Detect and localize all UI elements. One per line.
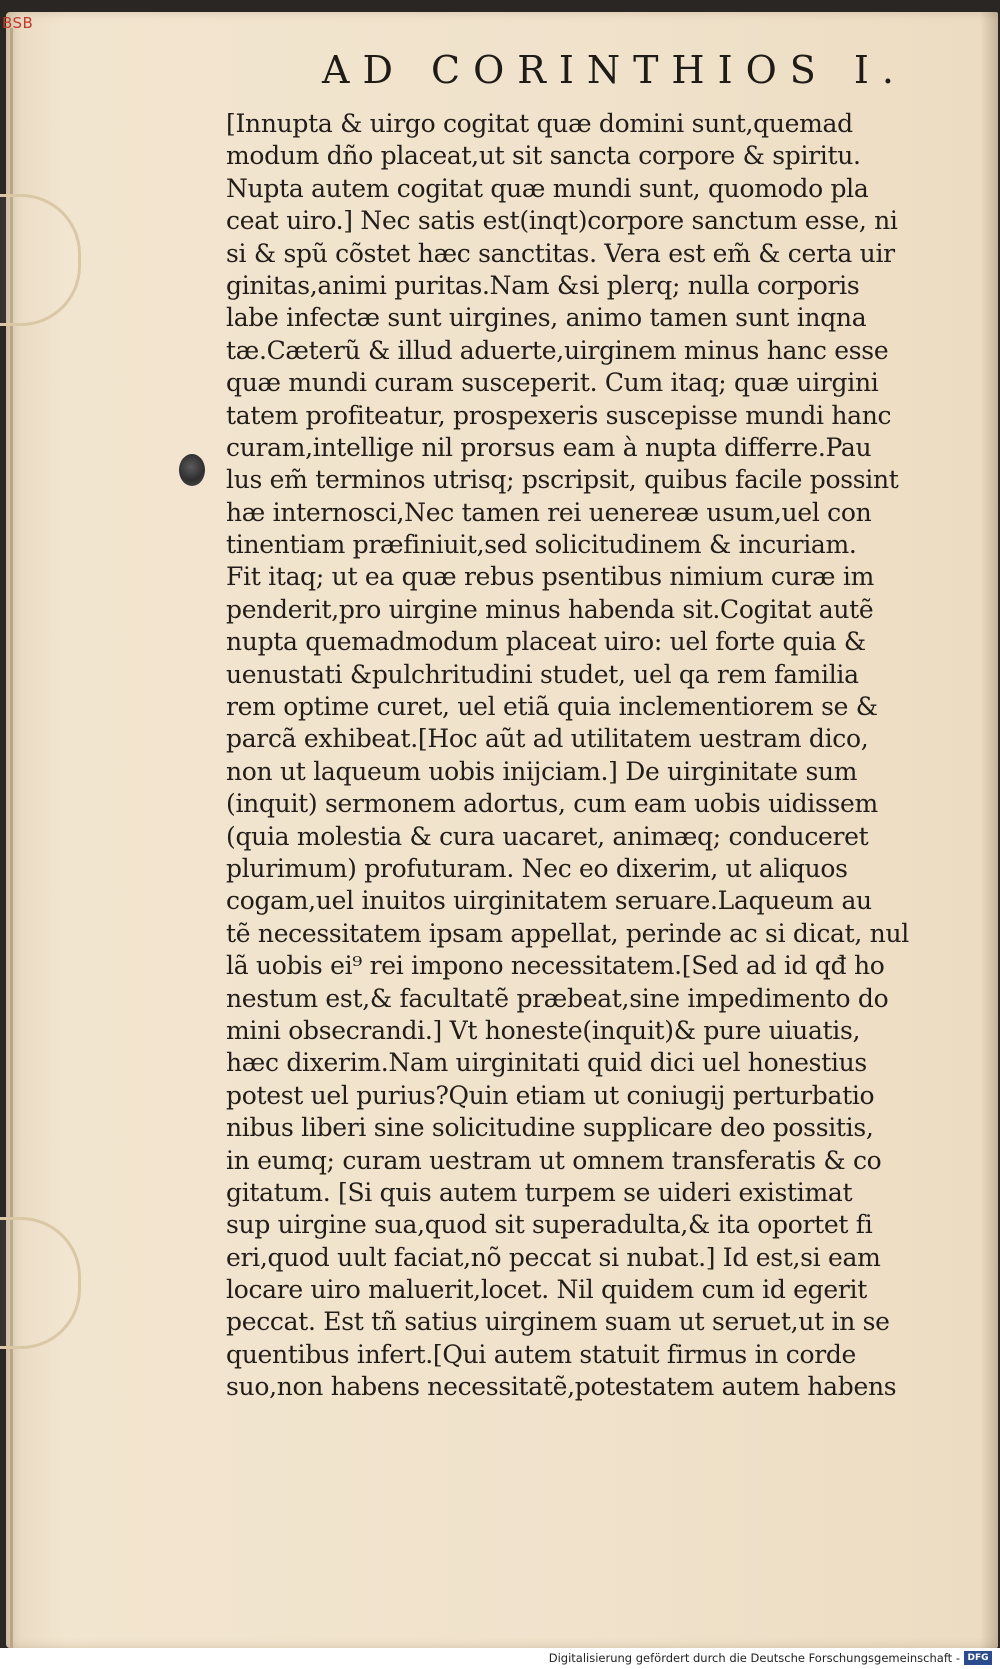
text-line: modum dño placeat,ut sit sancta corpore & spiritu. bbox=[226, 141, 861, 171]
text-line: hæ internosci,Nec tamen rei uenereæ usum,uel con bbox=[226, 497, 872, 527]
binding-hole-top bbox=[0, 194, 81, 326]
ink-stain bbox=[179, 454, 205, 486]
binding-hole-bottom bbox=[0, 1217, 81, 1349]
text-line: parcã exhibeat.[Hoc aũt ad utilitatem uestram dico, bbox=[226, 724, 869, 754]
text-line: mini obsecrandi.] Vt honeste(inquit)& pure uiuatis, bbox=[226, 1015, 861, 1045]
text-line: tatem profiteatur, prospexeris suscepisse mundi hanc bbox=[226, 400, 892, 430]
text-line: Nupta autem cogitat quæ mundi sunt, quomodo pla bbox=[226, 173, 869, 203]
text-line: curam,intellige nil prorsus eam à nupta differre.Pau bbox=[226, 432, 872, 462]
text-line: hæc dixerim.Nam uirginitati quid dici uel honestius bbox=[226, 1048, 867, 1078]
text-line: Fit itaq; ut ea quæ rebus psentibus nimium curæ im bbox=[226, 562, 874, 592]
text-line: nupta quemadmodum placeat uiro: uel forte quia & bbox=[226, 627, 866, 657]
text-line: (quia molestia & cura uacaret, animæq; conduceret bbox=[226, 821, 869, 851]
text-line: tæ.Cæterũ & illud aduerte,uirginem minus hanc esse bbox=[226, 335, 889, 365]
text-line: lã uobis ei⁹ rei impono necessitatem.[Sed ad id qđ ho bbox=[226, 951, 885, 981]
text-line: cogam,uel inuitos uirginitatem seruare.Laqueum au bbox=[226, 886, 872, 916]
text-line: ginitas,animi puritas.Nam &si plerq; nulla corporis bbox=[226, 270, 860, 300]
text-line: non ut laqueum uobis inijciam.] De uirginitate sum bbox=[226, 756, 858, 786]
text-line: labe infectæ sunt uirgines, animo tamen sunt inqna bbox=[226, 303, 867, 333]
text-line: si & spũ cõstet hæc sanctitas. Vera est em̃ & certa uir bbox=[226, 238, 895, 268]
text-line: rem optime curet, uel etiã quia inclementiorem se & bbox=[226, 692, 878, 722]
text-line: tinentiam præfiniuit,sed solicitudinem & incuriam. bbox=[226, 530, 857, 560]
text-line: lus em̃ terminos utrisq; pscripsit, quibus facile possint bbox=[226, 465, 899, 495]
text-line: plurimum) profuturam. Nec eo dixerim, ut aliquos bbox=[226, 853, 848, 883]
text-line: uenustati &pulchritudini studet, uel qa rem familia bbox=[226, 659, 859, 689]
text-line: ceat uiro.] Nec satis est(inqt)corpore sanctum esse, ni bbox=[226, 206, 898, 236]
text-line: peccat. Est tñ satius uirginem suam ut seruet,ut in se bbox=[226, 1307, 890, 1337]
page-text-block bbox=[226, 108, 946, 1404]
text-line: penderit,pro uirgine minus habenda sit.Cogitat autẽ bbox=[226, 594, 874, 624]
text-line: potest uel purius?Quin etiam ut coniugij perturbatio bbox=[226, 1080, 875, 1110]
text-line: in eumq; curam uestram ut omnem transferatis & co bbox=[226, 1145, 882, 1175]
text-line: nibus liberi sine solicitudine supplicare deo possitis, bbox=[226, 1113, 874, 1143]
footer-bar bbox=[0, 1648, 1000, 1669]
text-line: nestum est,& facultatẽ præbeat,sine impedimento do bbox=[226, 983, 889, 1013]
page-edge-shadow bbox=[980, 12, 998, 1648]
text-line: quæ mundi curam susceperit. Cum itaq; quæ uirgini bbox=[226, 368, 879, 398]
text-line: locare uiro maluerit,locet. Nil quidem cum id egerit bbox=[226, 1275, 867, 1305]
library-mark: BSB bbox=[2, 14, 34, 32]
text-line: gitatum. [Si quis autem turpem se uideri existimat bbox=[226, 1177, 853, 1207]
text-line: sup uirgine sua,quod sit superadulta,& ita oportet fi bbox=[226, 1210, 873, 1240]
text-line: tẽ necessitatem ipsam appellat, perinde ac si dicat, nul bbox=[226, 918, 909, 948]
running-head: AD CORINTHIOS I. bbox=[322, 48, 907, 92]
text-line: [Innupta & uirgo cogitat quæ domini sunt,quemad bbox=[226, 109, 853, 138]
text-line: (inquit) sermonem adortus, cum eam uobis uidissem bbox=[226, 789, 878, 819]
text-line: quentibus infert.[Qui autem statuit firmus in corde bbox=[226, 1339, 857, 1369]
text-line: suo,non habens necessitatẽ,potestatem autem habens bbox=[226, 1372, 897, 1402]
funding-credit: Digitalisierung gefördert durch die Deutsche Forschungsgemeinschaft - bbox=[548, 1651, 960, 1665]
text-line: eri,quod uult faciat,nõ peccat si nubat.] Id est,si eam bbox=[226, 1242, 881, 1272]
dfg-logo: DFG bbox=[964, 1651, 992, 1665]
